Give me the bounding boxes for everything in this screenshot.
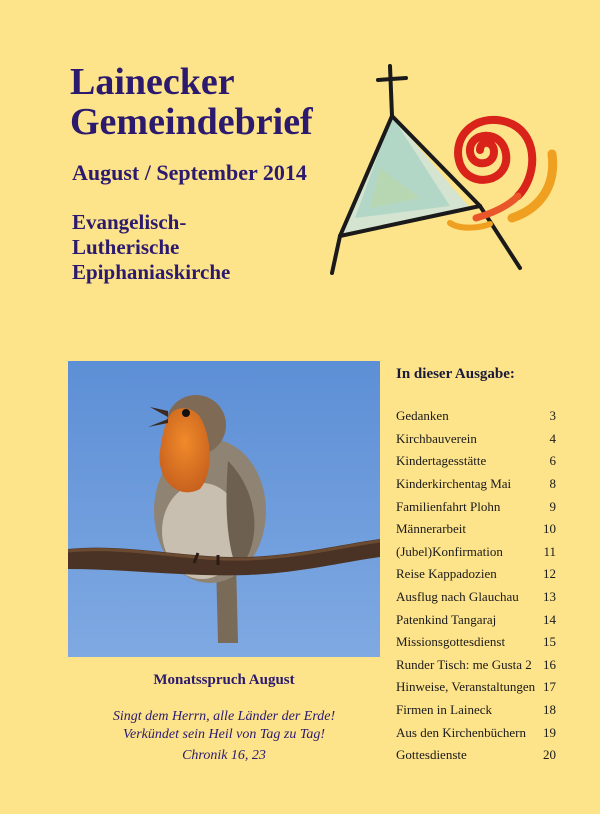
toc-item[interactable] [396, 586, 556, 609]
newsletter-title [70, 62, 313, 142]
church-name [72, 210, 230, 285]
toc-item-page: 6 [549, 453, 556, 469]
toc-item-label: Familienfahrt Plohn [396, 498, 501, 514]
toc-item[interactable] [396, 699, 556, 722]
toc-item-page: 17 [543, 679, 556, 695]
toc-item[interactable] [396, 676, 556, 699]
toc-item-label: Gedanken [396, 408, 449, 424]
toc-item[interactable] [396, 563, 556, 586]
toc-item-page: 12 [543, 566, 556, 582]
toc-item[interactable] [396, 541, 556, 564]
toc-item-label: Aus den Kirchenbüchern [396, 724, 526, 740]
toc-item-page: 19 [543, 724, 556, 740]
toc-item-page: 18 [543, 702, 556, 718]
toc-item[interactable] [396, 744, 556, 767]
title-line-1: Lainecker [70, 61, 235, 103]
toc-item-label: Hinweise, Veranstaltungen [396, 679, 536, 695]
toc-item[interactable] [396, 405, 556, 428]
toc-item[interactable] [396, 473, 556, 496]
toc-heading: In dieser Ausgabe: [396, 366, 515, 382]
toc-item-page: 4 [549, 430, 556, 446]
toc-item[interactable] [396, 631, 556, 654]
toc-item[interactable] [396, 428, 556, 451]
toc-item[interactable] [396, 608, 556, 631]
table-of-contents [396, 405, 556, 767]
toc-item-label: Kindertagesstätte [396, 453, 487, 469]
toc-item-label: Runder Tisch: me Gusta 2 [396, 656, 532, 672]
toc-item-label: Gottesdienste [396, 747, 467, 763]
toc-item-page: 8 [549, 476, 556, 492]
issue-date: August / September 2014 [72, 160, 307, 185]
toc-item[interactable] [396, 654, 556, 677]
toc-item-page: 20 [543, 747, 556, 763]
toc-item-label: Firmen in Laineck [396, 702, 493, 718]
verse-line-1: Singt dem Herrn, alle Länder der Erde! [112, 709, 336, 724]
toc-item-page: 9 [549, 498, 556, 514]
church-logo-icon [330, 58, 560, 303]
toc-item-page: 13 [543, 589, 556, 605]
toc-item-label: Kirchbauverein [396, 430, 477, 446]
toc-item[interactable] [396, 518, 556, 541]
verse-line-2: Verkündet sein Heil von Tag zu Tag! [123, 727, 325, 742]
toc-item-page: 14 [543, 611, 556, 627]
toc-item[interactable] [396, 450, 556, 473]
toc-item-label: Patenkind Tangaraj [396, 611, 497, 627]
toc-item-page: 10 [543, 521, 556, 537]
verse-reference: Chronik 16, 23 [182, 748, 266, 763]
toc-item[interactable] [396, 495, 556, 518]
toc-item-page: 16 [543, 656, 556, 672]
toc-item-label: Kinderkirchentag Mai [396, 476, 512, 492]
toc-item-page: 15 [543, 634, 556, 650]
toc-item-label: Reise Kappadozien [396, 566, 497, 582]
toc-item[interactable] [396, 721, 556, 744]
church-line-3: Epiphaniaskirche [72, 260, 231, 284]
toc-item-label: Missionsgottesdienst [396, 634, 506, 650]
toc-item-page: 11 [543, 543, 556, 559]
title-line-2: Gemeindebrief [70, 101, 313, 143]
robin-bird-photo [68, 361, 380, 657]
church-line-2: Lutherische [72, 235, 180, 259]
bible-verse [68, 708, 380, 744]
church-line-1: Evangelisch- [72, 210, 187, 234]
toc-item-label: Männerarbeit [396, 521, 467, 537]
motto-title: Monatsspruch August [153, 672, 295, 688]
toc-item-page: 3 [549, 408, 556, 424]
toc-item-label: Ausflug nach Glauchau [396, 589, 519, 605]
toc-item-label: (Jubel)Konfirmation [396, 543, 503, 559]
